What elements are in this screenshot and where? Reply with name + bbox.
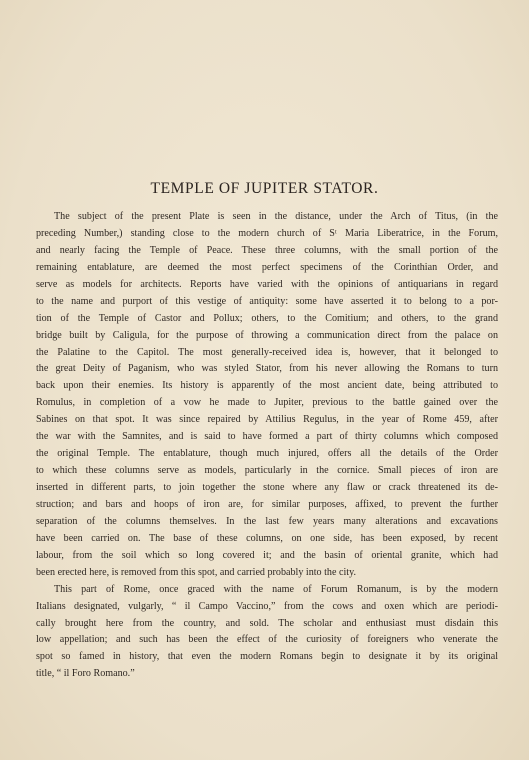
text-line: Italians designated, vulgarly, “ il Campo Vaccino,” from the cows and oxen which are periodi- xyxy=(36,600,498,612)
text-line: to the name and purport of this vestige of antiquity: some have asserted it to belong to a por- xyxy=(36,295,498,307)
page-title: TEMPLE OF JUPITER STATOR. xyxy=(150,180,379,197)
text-line: low appellation; and such has been the effect of the curiosity of foreigners who venerate the xyxy=(36,634,498,646)
body-text xyxy=(36,209,498,683)
text-line: inserted in different parts, to join together the stone where any flaw or crack threatened its de- xyxy=(36,482,498,493)
text-line: title, “ il Foro Romano.” xyxy=(36,668,135,680)
text-line: struction; and bars and hoops of iron are, for similar purposes, affixed, to prevent the further xyxy=(36,498,498,510)
text-line: Romulus, in completion of a vow he made to Jupiter, previous to the battle gained over the xyxy=(36,397,498,409)
text-line: Sabines on that spot. It was since repaired by Attilius Regulus, in the year of Rome 459, after xyxy=(36,414,498,426)
text-line: the war with the Samnites, and is said to have formed a part of thirty columns which composed xyxy=(36,431,498,443)
text-line: been erected here, is removed from this spot, and carried probably into the city. xyxy=(36,566,356,578)
text-line: cally brought here from the country, and sold. The scholar and enthusiast must disdain this xyxy=(36,617,498,629)
text-line: serve as models for architects. Reports have varied with the opinions of antiquarians in regard xyxy=(36,278,498,290)
text-line: tion of the Temple of Castor and Pollux; others, to the Comitium; and others, to the grand xyxy=(36,312,498,324)
paragraph-1 xyxy=(36,209,498,582)
text-line: the Palatine to the Capitol. The most generally-received idea is, however, that it belonged to xyxy=(36,346,498,358)
text-line: separation of the columns themselves. In the last few years many alterations and excavations xyxy=(36,515,498,527)
text-line: labour, from the soil which so long covered it; and the basin of oriental granite, which had xyxy=(36,549,498,561)
text-line: preceding Number,) standing close to the modern church of Sᵗ Maria Liberatrice, in the Forum, xyxy=(36,227,498,239)
text-line: have been carried on. The base of these columns, on one side, has been exposed, by recent xyxy=(36,532,498,544)
text-line: remaining entablature, are deemed the most perfect specimens of the Corinthian Order, and xyxy=(36,261,498,273)
text-line: the great Deity of Paganism, who was styled Stator, from his never allowing the Romans to turn xyxy=(36,363,498,375)
text-line: back upon their enemies. Its history is apparently of the most ancient date, being attributed to xyxy=(36,380,498,392)
paragraph-2 xyxy=(36,582,498,684)
text-line: This part of Rome, once graced with the name of Forum Romanum, is by the modern xyxy=(54,583,498,595)
text-line: The subject of the present Plate is seen in the distance, under the Arch of Titus, (in the xyxy=(54,211,498,222)
text-line: to which these columns serve as models, particularly in the cornice. Small pieces of iron are xyxy=(36,465,498,477)
text-line: bridge built by Caligula, for the purpose of throwing a communication direct from the palace on xyxy=(36,329,498,341)
text-line: and nearly facing the Temple of Peace. These three columns, with the small portion of the xyxy=(36,244,498,256)
text-line: spot so famed in history, that even the modern Romans begin to designate it by its original xyxy=(36,651,498,663)
text-line: the original Temple. The entablature, though much injured, offers all the details of the Order xyxy=(36,448,498,460)
